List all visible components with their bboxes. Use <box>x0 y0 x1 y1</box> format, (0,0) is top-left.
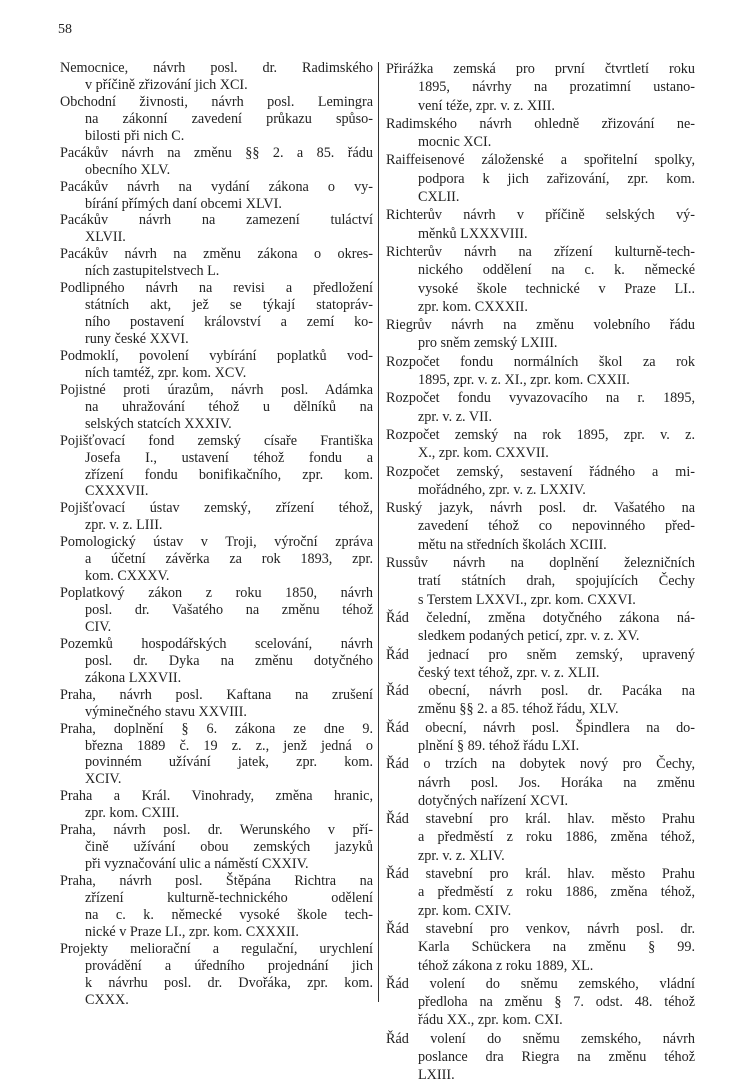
column-divider <box>378 62 379 1002</box>
index-entry <box>386 975 695 1030</box>
entry-line: Podmoklí, povolení vybírání poplatků vod- <box>60 347 373 364</box>
entry-line: k návrhu posl. dr. Dvořáka, zpr. kom. <box>85 974 373 991</box>
index-entry <box>386 151 695 206</box>
index-entry <box>60 433 373 501</box>
entry-line: Řád jednací pro sněm zemský, upravený <box>386 646 695 663</box>
entry-line: předloha na změnu § 7. odst. 48. téhož <box>418 994 695 1011</box>
index-entry <box>60 585 373 636</box>
index-entry <box>386 554 695 609</box>
index-entry <box>60 382 373 433</box>
entry-line: Řád obecní, návrh posl. Špindlera na do- <box>386 719 695 736</box>
entry-line: Raiffeisenové záloženské a spořitelní spolky, <box>386 152 695 169</box>
entry-line: posl. dr. Vašatého na změnu téhož <box>85 602 373 618</box>
entry-line: vení téže, zpr. v. z. XIII. <box>418 97 555 114</box>
index-entry <box>386 60 695 115</box>
index-entry <box>60 179 373 213</box>
entry-line: plnění § 89. téhož řádu LXI. <box>418 737 580 754</box>
index-entry <box>60 636 373 687</box>
index-entry <box>60 788 373 822</box>
entry-line: Praha, návrh posl. Kaftana na zrušení <box>60 686 373 703</box>
entry-line: bilosti při nich C. <box>85 127 185 144</box>
entry-line: zpr. v. z. VII. <box>418 408 493 425</box>
entry-line: Rozpočet zemský, sestavení řádného a mi- <box>386 463 695 480</box>
index-entry <box>386 920 695 975</box>
entry-line: Pomologický ústav v Troji, výroční zpráva <box>60 534 373 551</box>
entry-line: zpr. kom. CXIV. <box>418 902 512 919</box>
entry-line: CXXXVII. <box>85 483 149 500</box>
entry-line: března 1889 č. 19 z. z., jenž jedná o <box>85 737 373 754</box>
index-entry <box>386 646 695 683</box>
entry-line: Nemocnice, návrh posl. dr. Radimského <box>60 60 373 76</box>
entry-line: Radimského návrh ohledně zřizování ne- <box>386 115 695 132</box>
index-entry <box>60 687 373 721</box>
entry-line: zpr. v. z. XLIV. <box>418 847 505 864</box>
entry-line: a předměstí z roku 1886, změna téhož, <box>418 884 695 901</box>
entry-line: Řád volení do sněmu zemského, návrh <box>386 1030 695 1047</box>
entry-line: při vyznačování ulic a náměstí CXXIV. <box>85 856 309 873</box>
index-entry <box>60 60 373 94</box>
entry-line: selských statcích XXXIV. <box>85 415 232 432</box>
entry-line: Přirážka zemská pro první čtvrtletí roku <box>386 61 695 77</box>
entry-line: Praha, doplnění § 6. zákona ze dne 9. <box>60 720 373 737</box>
entry-line: ního postavení království a zemí ko- <box>85 314 373 331</box>
index-column-left <box>60 60 373 1009</box>
index-entry <box>60 500 373 534</box>
entry-line: X., zpr. kom. CXXVII. <box>418 445 549 462</box>
index-entry <box>60 534 373 585</box>
entry-line: Pacákův návrh na změnu §§ 2. a 85. řádu <box>60 144 373 161</box>
entry-line: Pojišťovací ústav zemský, zřízení téhož, <box>60 500 373 517</box>
entry-line: Řád o trzích na dobytek nový pro Čechy, <box>386 756 695 773</box>
entry-line: český text téhož, zpr. v. z. XLII. <box>418 664 600 681</box>
entry-line: Richterův návrh na zřízení kulturně-tech- <box>386 243 695 260</box>
index-entry <box>60 873 373 941</box>
entry-line: runy české XXVI. <box>85 331 189 347</box>
entry-line: zpr. kom. CXXXII. <box>418 298 528 315</box>
entry-line: zavedení téhož co nepovinného před- <box>418 518 695 535</box>
entry-line: Pojišťovací fond zemský císaře Františka <box>60 432 373 449</box>
entry-line: Pacákův návrh na změnu zákona o okres- <box>60 246 373 263</box>
entry-line: mocnic XCI. <box>418 134 492 151</box>
entry-line: Obchodní živnosti, návrh posl. Lemingra <box>60 93 373 110</box>
entry-line: CXLII. <box>418 189 460 206</box>
index-entry <box>386 426 695 463</box>
entry-line: dotyčných nařízení XCVI. <box>418 792 569 809</box>
index-entry <box>386 243 695 316</box>
entry-line: státních akt, jež se týkají statopráv- <box>85 297 373 314</box>
entry-line: sledkem podaných peticí, zpr. v. z. XV. <box>418 628 640 645</box>
entry-line: Řád stavební pro venkov, návrh posl. dr. <box>386 920 695 937</box>
entry-line: Řád volení do sněmu zemského, vládní <box>386 975 695 992</box>
entry-line: Karla Schückera na změnu § 99. <box>418 939 695 956</box>
index-entry <box>386 115 695 152</box>
index-entry <box>386 719 695 756</box>
entry-line: 1895, zpr. v. z. XI., zpr. kom. CXXII. <box>418 372 630 389</box>
entry-line: Podlipného návrh na revisi a předložení <box>60 280 373 297</box>
entry-line: tratí státních drah, spojujících Čechy <box>418 573 695 590</box>
entry-line: XCIV. <box>85 771 122 788</box>
entry-line: poslance dra Riegra na změnu téhož <box>418 1049 695 1066</box>
entry-line: zákona LXXVII. <box>85 669 182 686</box>
index-entry <box>60 94 373 145</box>
entry-line: výminečného stavu XXVIII. <box>85 703 247 720</box>
entry-line: čině užívání obou zemských jazyků <box>85 839 373 856</box>
index-entry <box>60 280 373 348</box>
index-entry <box>386 755 695 810</box>
entry-line: CXXX. <box>85 991 129 1008</box>
entry-line: XLVII. <box>85 229 126 246</box>
entry-line: Řád stavební pro král. hlav. město Prahu <box>386 866 695 883</box>
entry-line: v příčině zřizování jich XCI. <box>85 76 248 93</box>
index-entry <box>60 212 373 246</box>
entry-line: mořádného, zpr. v. z. LXXIV. <box>418 481 586 498</box>
index-entry <box>386 206 695 243</box>
index-entry <box>386 865 695 920</box>
entry-line: bírání přímých daní obcemi XLVI. <box>85 195 282 212</box>
entry-line: Josefa I., ustavení téhož fondu a <box>85 449 373 466</box>
entry-line: Projekty meliorační a regulační, urychlení <box>60 940 373 957</box>
entry-line: mětu na středních školách XCIII. <box>418 536 607 553</box>
entry-line: Pojistné proti úrazům, návrh posl. Adámka <box>60 381 373 398</box>
entry-line: posl. dr. Dyka na změnu dotyčného <box>85 652 373 669</box>
index-entry <box>386 463 695 500</box>
page-number: 58 <box>58 22 72 37</box>
index-entry <box>386 1030 695 1085</box>
entry-line: zřízení kulturně-technického odělení <box>85 889 373 906</box>
entry-line: Pacákův návrh na zamezení tuláctví <box>60 212 373 229</box>
index-entry <box>386 682 695 719</box>
entry-line: a předměstí z roku 1886, změna téhož, <box>418 829 695 846</box>
index-entry <box>386 609 695 646</box>
entry-line: měnků LXXXVIII. <box>418 225 528 242</box>
entry-line: Řád stavební pro král. hlav. město Prahu <box>386 811 695 828</box>
index-entry <box>386 316 695 353</box>
entry-line: Russův návrh na doplnění železničních <box>386 555 695 572</box>
entry-line: Ruský jazyk, návrh posl. dr. Vašatého na <box>386 500 695 517</box>
entry-line: a účetní závěrka za rok 1893, zpr. <box>85 551 373 568</box>
index-entry <box>60 145 373 179</box>
index-entry <box>60 721 373 789</box>
entry-line: na zákonní zavedení průkazu spůso- <box>85 110 373 127</box>
entry-line: Rozpočet fondu vyvazovacího na r. 1895, <box>386 390 695 407</box>
entry-line: Řád obecní, návrh posl. dr. Pacáka na <box>386 683 695 700</box>
entry-line: ních zastupitelstvech L. <box>85 263 220 280</box>
index-entry <box>60 246 373 280</box>
index-column-right <box>386 60 695 1085</box>
entry-line: Praha, návrh posl. Štěpána Richtra na <box>60 873 373 889</box>
index-entry <box>60 348 373 382</box>
entry-line: Pozemků hospodářských scelování, návrh <box>60 635 373 652</box>
index-entry <box>60 941 373 1009</box>
entry-line: ních tamtéž, zpr. kom. XCV. <box>85 364 247 381</box>
entry-line: Richterův návrh v příčině selských vý- <box>386 207 695 224</box>
index-entry <box>386 810 695 865</box>
entry-line: zpr. v. z. LIII. <box>85 517 163 534</box>
index-entry <box>386 389 695 426</box>
entry-line: Praha, návrh posl. dr. Werunského v pří- <box>60 822 373 839</box>
entry-line: 1895, návrhy na prozatimní ustano- <box>418 79 695 96</box>
entry-line: Rozpočet zemský na rok 1895, zpr. v. z. <box>386 426 695 443</box>
index-entry <box>386 353 695 390</box>
index-entry <box>386 499 695 554</box>
entry-line: změnu §§ 2. a 85. téhož řádu, XLV. <box>418 701 619 718</box>
entry-line: kom. CXXXV. <box>85 568 170 585</box>
entry-line: nické v Praze LI., zpr. kom. CXXXII. <box>85 923 299 940</box>
entry-line: zpr. kom. CXIII. <box>85 805 180 822</box>
entry-line: Praha a Král. Vinohrady, změna hranic, <box>60 788 373 805</box>
entry-line: zřízení fondu bonifikačního, zpr. kom. <box>85 466 373 483</box>
entry-line: vysoké škole technické v Praze LI.. <box>418 280 695 297</box>
entry-line: s Terstem LXXVI., zpr. kom. CXXVI. <box>418 591 636 608</box>
entry-line: nického oddělení na c. k. německé <box>418 262 695 279</box>
entry-line: téhož zákona z roku 1889, XL. <box>418 957 594 974</box>
entry-line: obecního XLV. <box>85 161 171 178</box>
entry-line: na uhražování téhož u dělníků na <box>85 398 373 415</box>
entry-line: pro sněm zemský LXIII. <box>418 335 558 352</box>
entry-line: CIV. <box>85 618 112 635</box>
entry-line: na c. k. německé vysoké škole tech- <box>85 906 373 923</box>
entry-line: provádění a úředního projednání jich <box>85 957 373 974</box>
entry-line: Rozpočet fondu normálních škol za rok <box>386 353 695 370</box>
entry-line: podpora k jich zařizování, zpr. kom. <box>418 170 695 187</box>
entry-line: Řád čelední, změna dotyčného zákona ná- <box>386 609 695 626</box>
entry-line: LXIII. <box>418 1067 455 1084</box>
entry-line: Poplatkový zákon z roku 1850, návrh <box>60 585 373 602</box>
entry-line: povinném užívání jatek, zpr. kom. <box>85 754 373 771</box>
entry-line: Pacákův návrh na vydání zákona o vy- <box>60 178 373 195</box>
index-entry <box>60 822 373 873</box>
entry-line: Riegrův návrh na změnu volebního řádu <box>386 317 695 334</box>
entry-line: řádu XX., zpr. kom. CXI. <box>418 1012 563 1029</box>
entry-line: návrh posl. Jos. Horáka na změnu <box>418 774 695 791</box>
